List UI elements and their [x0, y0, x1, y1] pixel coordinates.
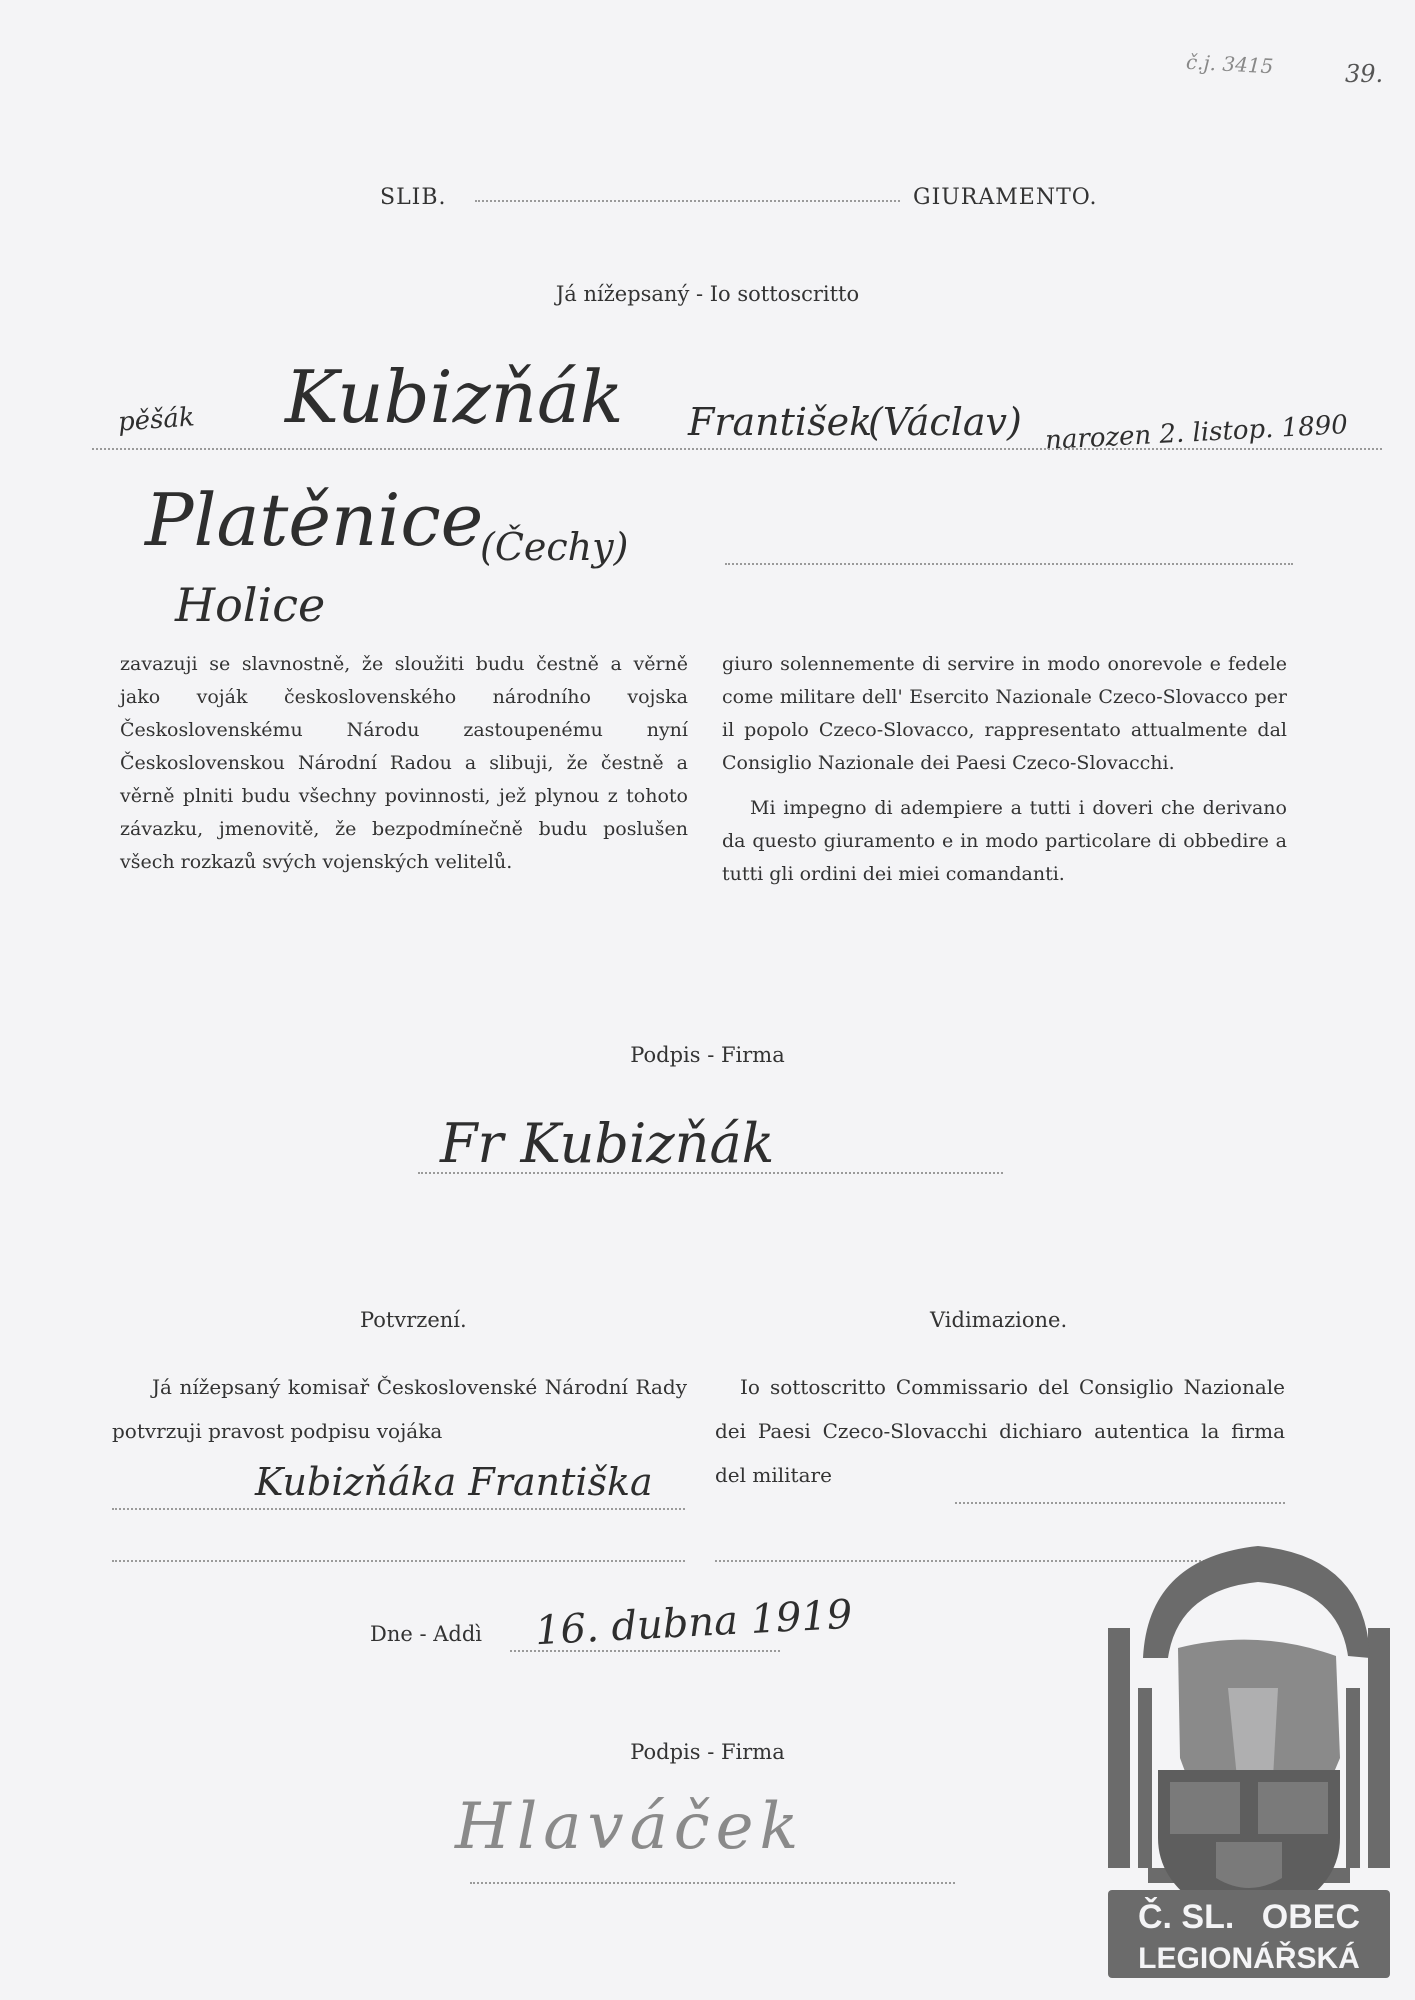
soldier-signature: Fr Kubizňák: [440, 1112, 775, 1175]
handwritten-birthplace: Platěnice: [145, 478, 484, 562]
military-signature-line: [955, 1502, 1285, 1504]
signature-label-soldier: Podpis - Firma: [630, 1043, 785, 1067]
confirmation-text-italian: Io sottoscritto Commissario del Consiglio Nazionale dei Paesi Czeco-Slovacchi dichiaro autentica la firma del militare: [715, 1375, 1285, 1487]
title-czech: SLIB.: [380, 185, 447, 210]
title-divider: [475, 200, 900, 202]
name-line: [92, 448, 1382, 450]
handwritten-given-name: František: [688, 400, 873, 444]
confirmed-soldier-name: Kubizňáka Františka: [255, 1460, 653, 1504]
reference-note: č.j. 3415: [1185, 49, 1274, 79]
soldier-signature-line: [418, 1172, 1003, 1174]
handwritten-district: Holice: [175, 578, 326, 632]
undersigned-heading: Já nížepsaný - Io sottoscritto: [555, 282, 860, 306]
oath-paragraph-czech: zavazuji se slavnostně, že sloužiti budu čestně a věrně jako voják československého národního vojska Československému Národu zastoupenému nyní Československou Národní Radou a slibuji, že čestně a věrně plniti budu všechny povinnosti, jež plynou z tohoto závazku, jmenovitě, že bezpodmínečně budu poslušen všech rozkazů svých vojenských velitelů.: [120, 653, 688, 873]
confirmation-title-italian: Vidimazione.: [930, 1308, 1068, 1332]
handwritten-date: 16. dubna 1919: [534, 1591, 854, 1655]
handwritten-region: (Čechy): [480, 525, 629, 569]
oath-paragraph-italian-2: Mi impegno di adempiere a tutti i doveri che derivano da questo giuramento e in modo particolare di obbedire a tutti gli ordini dei miei comandanti.: [722, 797, 1287, 885]
confirmed-name-line: [112, 1508, 685, 1510]
page-number: 39.: [1345, 60, 1384, 88]
logo-line-2: OBEC: [1261, 1898, 1361, 1936]
commissioner-signature-line: [470, 1882, 955, 1884]
confirmation-text-czech: Já nížepsaný komisař Československé Národní Rady potvrzuji pravost podpisu vojáka: [112, 1375, 687, 1443]
handwritten-rank: pěšák: [117, 402, 196, 438]
handwritten-surname: Kubizňák: [285, 355, 624, 439]
title-italian: GIURAMENTO.: [913, 185, 1098, 210]
confirmation-title-czech: Potvrzení.: [360, 1308, 467, 1332]
confirmation-line-2: [112, 1560, 685, 1562]
legion-association-logo: [1108, 1538, 1390, 1978]
date-line: [510, 1650, 780, 1652]
signature-label-commissioner: Podpis - Firma: [630, 1740, 785, 1764]
logo-line-1: Č. SL.: [1137, 1898, 1235, 1936]
oath-text-italian: [722, 648, 1287, 903]
commissioner-signature: Hlaváček: [455, 1790, 805, 1864]
handwritten-birth: narozen 2. listop. 1890: [1044, 410, 1349, 456]
date-label: Dne - Addì: [370, 1622, 483, 1646]
birthplace-line: [725, 563, 1293, 565]
logo-line-3: LEGIONÁŘSKÁ: [1138, 1942, 1360, 1975]
oath-text-czech: [120, 648, 688, 891]
handwritten-father: (Václav): [868, 400, 1022, 444]
legionnaire-emblem-icon: [1108, 1538, 1390, 1978]
oath-paragraph-italian-1: giuro solennemente di servire in modo onorevole e fedele come militare dell' Esercito Nazionale Czeco-Slovacco per il popolo Czeco-Slovacco, rappresentato attualmente dal Consiglio Nazionale dei Paesi Czeco-Slovacchi.: [722, 653, 1287, 774]
